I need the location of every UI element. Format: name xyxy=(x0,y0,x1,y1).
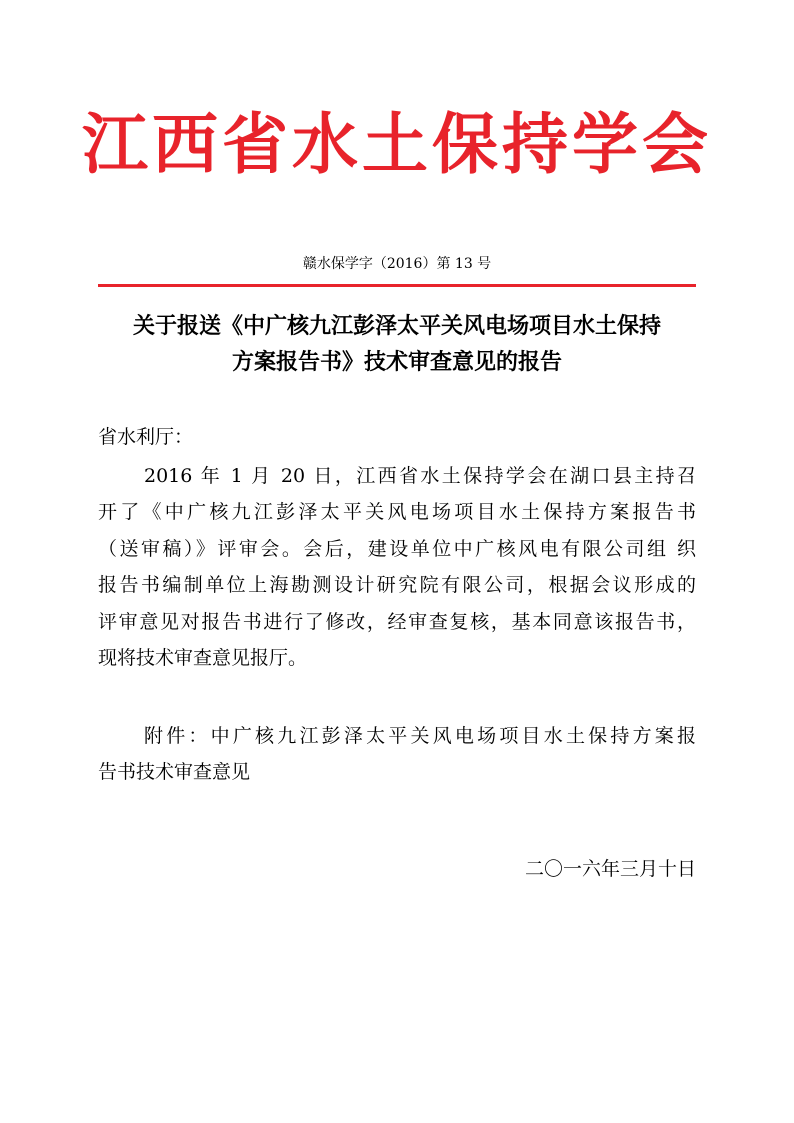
document-date: 二〇一六年三月十日 xyxy=(524,858,696,880)
title-line: 方案报告书》技术审查意见的报告 xyxy=(231,349,562,375)
document-title xyxy=(98,308,696,380)
title-line: 关于报送《中广核九江彭泽太平关风电场项目水土保持 xyxy=(132,313,661,339)
body-paragraph xyxy=(98,458,696,676)
salutation: 省水利厅： xyxy=(98,426,194,448)
organization-letterhead: 江西省水土保持学会 xyxy=(82,106,712,183)
attachment-line: 附件：中广核九江彭泽太平关风电场项目水土保持方案报 xyxy=(144,725,696,747)
letterhead-divider xyxy=(98,284,696,287)
attachment-line: 告书技术审查意见 xyxy=(98,761,251,784)
body-line: 报告书编制单位上海勘测设计研究院有限公司，根据会议形成的 xyxy=(98,574,696,597)
body-line: 2016 年 1 月 20 日，江西省水土保持学会在湖口县主持召 xyxy=(144,465,696,487)
body-line: （送审稿）》评审会。会后，建设单位中广核风电有限公司组 织 xyxy=(98,537,696,560)
body-line: 现将技术审查意见报厅。 xyxy=(98,647,308,670)
body-line: 评审意见对报告书进行了修改，经审查复核，基本同意该报告书， xyxy=(98,610,696,633)
document-number: 赣水保学字（2016）第 13 号 xyxy=(302,256,492,272)
body-line: 开了《中广核九江彭泽太平关风电场项目水土保持方案报告书 xyxy=(98,501,696,524)
attachment-note xyxy=(98,718,696,791)
